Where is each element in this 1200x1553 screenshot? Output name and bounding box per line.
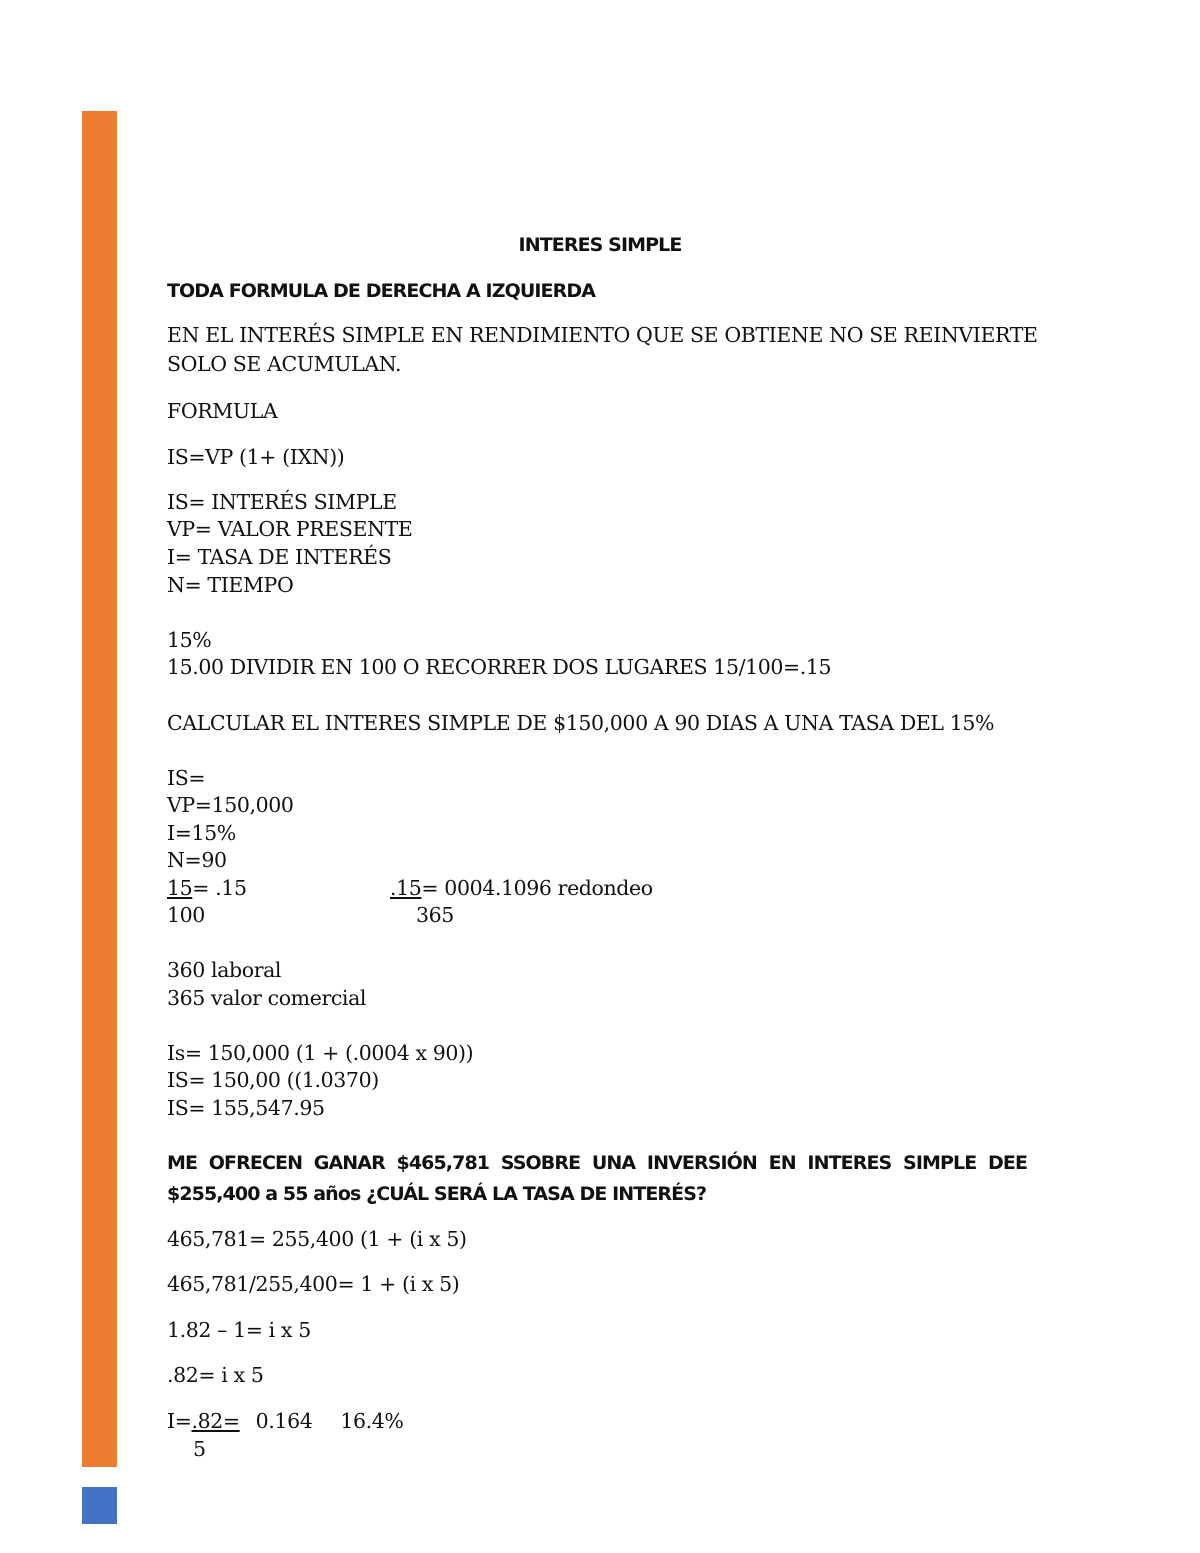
given-is: IS=	[167, 766, 206, 790]
rule-heading: TODA FORMULA DE DERECHA A IZQUIERDA	[167, 280, 596, 302]
given-n: N=90	[167, 848, 227, 872]
final-result-line	[167, 1407, 403, 1435]
definition-is: IS= INTERÉS SIMPLE	[167, 490, 397, 514]
solution-2-step-2: 465,781/255,400= 1 + (i x 5)	[167, 1272, 460, 1296]
final-value: 0.164	[255, 1409, 313, 1433]
percent-explanation: 15.00 DIVIDIR EN 100 O RECORRER DOS LUGARES 15/100=.15	[167, 655, 832, 679]
solution-2-step-4: .82= i x 5	[167, 1363, 264, 1387]
problem-2-line-1: ME OFRECEN GANAR $465,781 SSOBRE UNA INVERSIÓN EN INTERES SIMPLE DEE	[167, 1152, 1028, 1174]
fraction-daily-numerator: .15	[390, 876, 422, 900]
solution-2-step-1: 465,781= 255,400 (1 + (i x 5)	[167, 1227, 467, 1251]
fraction-rate-result: = .15	[192, 876, 247, 900]
intro-line-2: SOLO SE ACUMULAN.	[167, 352, 402, 376]
problem-2-line-2: $255,400 a 55 años ¿CUÁL SERÁ LA TASA DE INTERÉS?	[167, 1183, 707, 1205]
intro-line-1: EN EL INTERÉS SIMPLE EN RENDIMIENTO QUE SE OBTIENE NO SE REINVIERTE	[167, 323, 1038, 347]
fraction-daily-result: = 0004.1096 redondeo	[421, 876, 653, 900]
problem-1: CALCULAR EL INTERES SIMPLE DE $150,000 A 90 DIAS A UNA TASA DEL 15%	[167, 711, 995, 735]
definition-i: I= TASA DE INTERÉS	[167, 545, 392, 569]
formula: IS=VP (1+ (IXN))	[167, 445, 345, 469]
blue-corner-square	[82, 1487, 117, 1524]
final-percent: 16.4%	[340, 1409, 404, 1433]
note-365: 365 valor comercial	[167, 986, 367, 1010]
definition-n: N= TIEMPO	[167, 573, 294, 597]
solution-1-step-2: IS= 150,00 ((1.0370)	[167, 1068, 379, 1092]
fraction-daily-denominator: 365	[416, 903, 454, 927]
formula-label: FORMULA	[167, 399, 278, 423]
final-denominator: 5	[193, 1437, 206, 1461]
fraction-daily-numerator-line	[390, 874, 653, 902]
solution-1-result: IS= 155,547.95	[167, 1096, 325, 1120]
orange-side-bar	[82, 111, 117, 1467]
fraction-rate-numerator: 15	[167, 876, 193, 900]
page-title: INTERES SIMPLE	[518, 234, 682, 256]
note-360: 360 laboral	[167, 958, 282, 982]
given-i: I=15%	[167, 821, 236, 845]
given-vp: VP=150,000	[167, 793, 294, 817]
fraction-rate-numerator-line	[167, 874, 247, 902]
solution-2-step-3: 1.82 – 1= i x 5	[167, 1318, 311, 1342]
solution-1-step-1: Is= 150,000 (1 + (.0004 x 90))	[167, 1041, 474, 1065]
definition-vp: VP= VALOR PRESENTE	[167, 517, 413, 541]
final-numerator: .82=	[191, 1409, 240, 1433]
fraction-rate-denominator: 100	[167, 903, 205, 927]
percent-value: 15%	[167, 628, 212, 652]
final-prefix: I=	[167, 1409, 192, 1433]
